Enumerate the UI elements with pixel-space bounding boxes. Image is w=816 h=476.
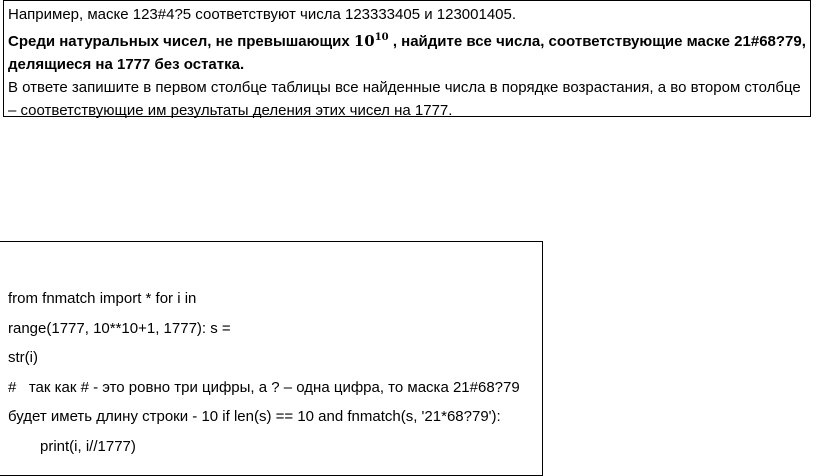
condition-power: [354, 32, 389, 50]
code-line-2: range(1777, 10**10+1, 1777): s =: [8, 319, 231, 337]
power-base: 10: [353, 32, 375, 50]
task-condition-line2: делящиеся на 1777 без остатка.: [8, 56, 245, 73]
code-line-1: from fnmatch import * for i in: [8, 290, 197, 307]
condition-prefix: Среди натуральных чисел, не превышающих: [8, 33, 350, 50]
code-line-5: будет иметь длину строки - 10 if len(s) == 10 and fnmatch(s, '21*68?79'):: [8, 408, 501, 425]
task-answer-line1: В ответе запишите в первом столбце таблицы все найденные числа в порядке возрастания, а во втором столбце: [8, 79, 801, 96]
task-answer-line2: – соответствующие им результаты деления этих чисел на 1777.: [8, 102, 453, 119]
task-example: Например, маске 123#4?5 соответствуют числа 123333405 и 123001405.: [8, 6, 517, 23]
code-line-4: # так как # - это ровно три цифры, а ? – одна цифра, то маска 21#68?79: [8, 378, 520, 396]
task-condition: [8, 26, 806, 53]
code-line-6: print(i, i//1777): [40, 437, 136, 455]
code-block: [0, 241, 543, 476]
condition-suffix: , найдите все числа, соответствующие маске 21#68?79,: [392, 33, 806, 50]
power-exponent: 10: [374, 32, 389, 43]
task-statement: [3, 0, 811, 117]
code-line-3: str(i): [8, 349, 38, 366]
